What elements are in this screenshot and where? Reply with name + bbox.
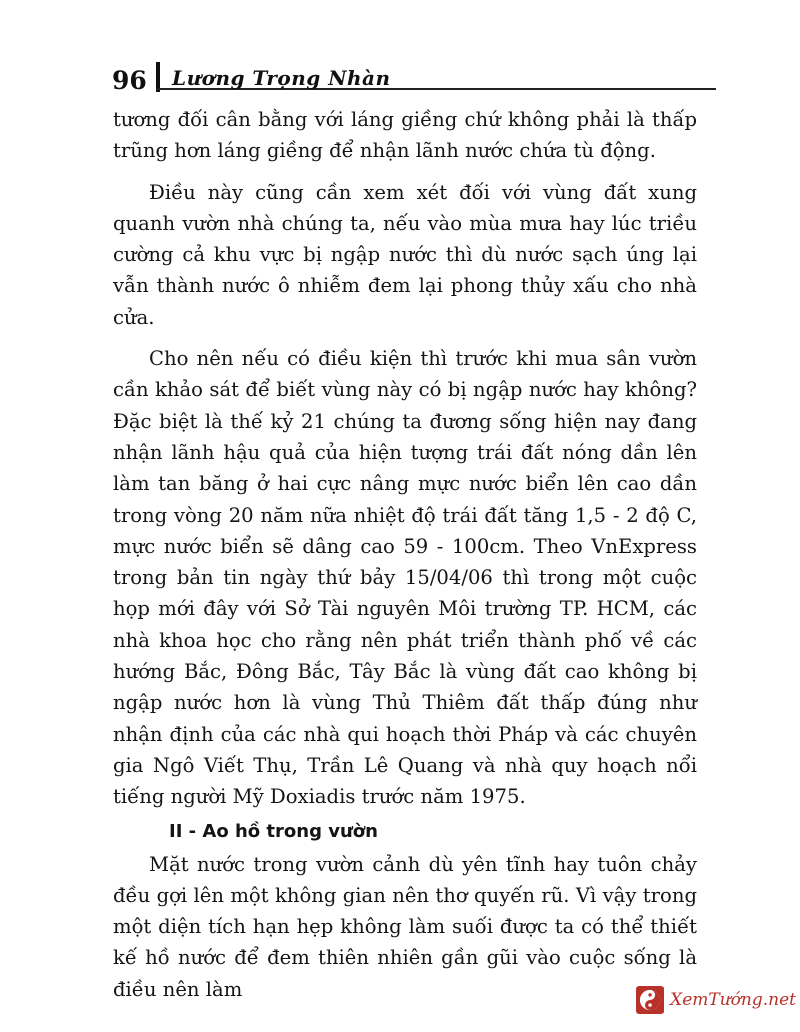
yin-yang-icon	[636, 982, 664, 1018]
paragraph-continued: tương đối cân bằng với láng giềng chứ không phải là thấp trũng hơn láng giềng để nhận lãnh nước chứa tù động.	[113, 108, 697, 163]
watermark	[636, 980, 796, 1020]
paragraph: Điều này cũng cần xem xét đối với vùng đất xung quanh vườn nhà chúng ta, nếu vào mùa mưa hay lúc triều cường cả khu vực bị ngập nước thì dù nước sạch úng lại vẫn thành nước ô nhiễm đem lại phong thủy xấu cho nhà cửa.	[113, 180, 697, 329]
page-header	[112, 62, 712, 102]
paragraph: Cho nên nếu có điều kiện thì trước khi mua sân vườn cần khảo sát để biết vùng này có bị ngập nước hay không? Đặc biệt là thế kỷ 21 chúng ta đương sống hiện nay đang nhận lãnh hậu quả của hiện tượng trái đất nóng dần lên làm tan băng ở hai cực nâng mực nước biển lên cao dần trong vòng 20 năm nữa nhiệt độ trái đất tăng 1,5 - 2 độ C, mực nước biển sẽ dâng cao 59 - 100cm. Theo VnExpress trong bản tin ngày thứ bảy 15/04/06 thì trong một cuộc họp mới đây với Sở Tài nguyên Môi trường TP. HCM, các nhà khoa học cho rằng nên phát triển thành phố về các hướng Bắc, Đông Bắc, Tây Bắc là vùng đất cao không bị ngập nước hơn là vùng Thủ Thiêm đất thấp đúng như nhận định của các nhà qui hoạch thời Pháp và các chuyên gia Ngô Viết Thụ, Trần Lê Quang và nhà quy hoạch nổi tiếng người Mỹ Doxiadis trước năm 1975.	[113, 347, 697, 809]
author-name: Lương Trọng Nhàn	[172, 66, 391, 90]
paragraph: Mặt nước trong vườn cảnh dù yên tĩnh hay tuôn chảy đều gợi lên một không gian nên thơ quyến rũ. Vì vậy trong một diện tích hạn hẹp không làm suối được ta có thể thiết kế hồ nước để đem thiên nhiên gần gũi vào cuộc sống là điều nên làm	[113, 852, 697, 1001]
watermark-text: XemTướng.net	[670, 990, 796, 1010]
section-heading: II - Ao hồ trong vườn	[169, 820, 378, 842]
page-number: 96	[112, 66, 147, 95]
page-body	[113, 104, 697, 1005]
